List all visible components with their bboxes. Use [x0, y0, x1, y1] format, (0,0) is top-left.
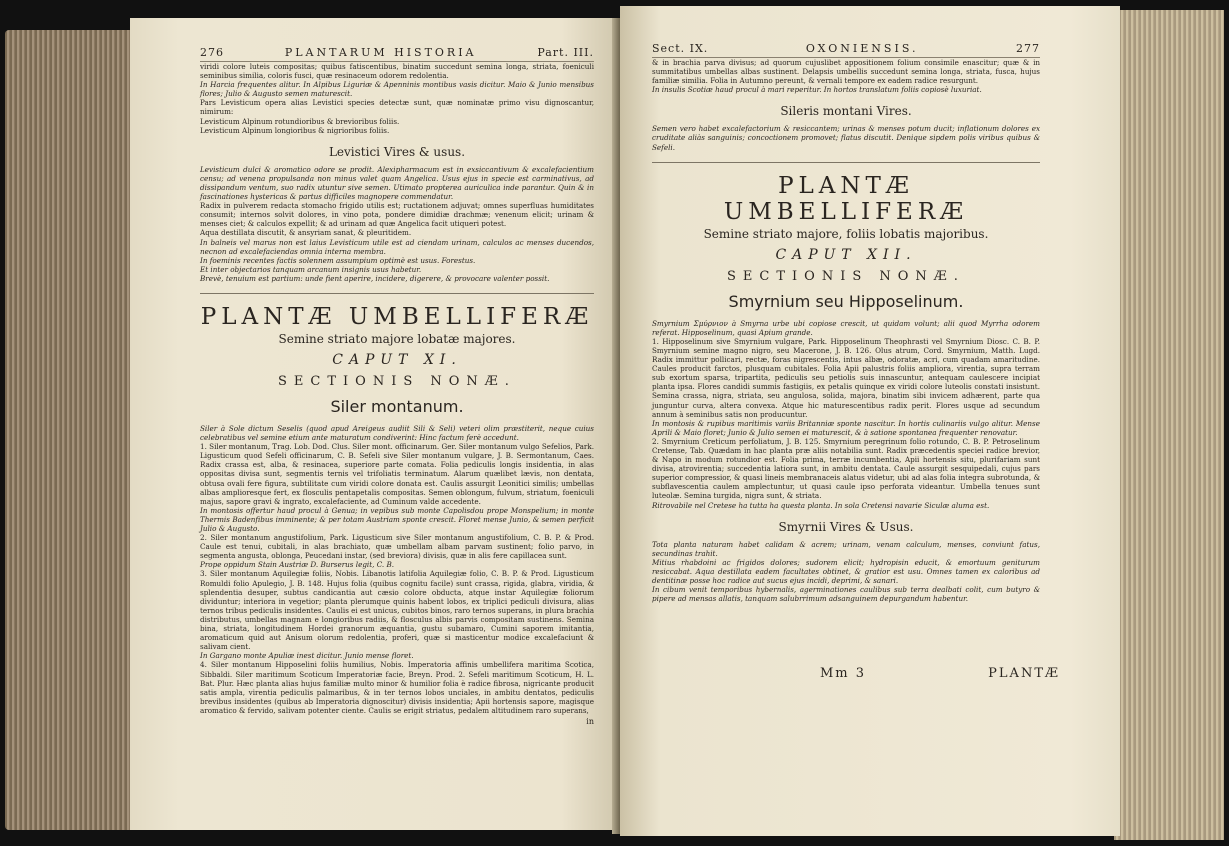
- right-chapter-heading: PLANTÆ UMBELLIFERÆ: [723, 172, 969, 225]
- smyrnii-vires-para: In cibum venit temporibus hybernalis, agerminationes caulibus sub terra dealbati colit, cum butyro & pipere ad mensas allatis, tanquam salubrrimum adsanguinem depurgandum habentur.: [652, 585, 1040, 604]
- left-intro-para: Pars Levisticum opera alias Levistici species detectæ sunt, quæ nominatæ primo visu dignoscantur, nimirum:: [200, 98, 594, 117]
- plant-para: 3. Siler montanum Aquilegiæ foliis, Nobis. Libanotis latifolia Aquilegiæ folio, C. B. P. & Prod. Ligusticum Romuldi folio Apulegio, J. B. 148. Hujus folia (quibus cognitu facile) sunt crassa, rigida, glabra, viridia, & splendentia desuper, subtus candicantia aut cæsio colore obducta, atque instar Aquilegiæ foliorum dividuntur; interiora in vegetior; planta plerumque quinis habent lobos, ex triplici pediculi divisura, alias ternos tribus pediculis insidentes. Caulis ei est unicus, cubitos binos, raro ternos superans, in plura brachia distributus, umbellas magnam e longioribus radiis, & flosculus albis parvis compositam sustinens. Semina bina, striata, longitudinem Hordei granorum æquantia, gustu subamaro, Cumini saporem imitantia, aromaticum quid aut Anisum olorum redolentia, proferi, quæ si masticentur modice excalefaciunt & salivam cient.: [200, 569, 594, 652]
- siler-title: Siler montanum.: [330, 396, 464, 416]
- divider-rule: [652, 162, 1040, 163]
- left-caput: CAPUT XI.: [332, 351, 462, 368]
- plant-para: 4. Siler montanum Hipposelini foliis humilius, Nobis. Imperatoria affinis umbellifera maritima Scotica, Sibbaldi. Siler maritimum Scoticum Imperatoriæ facie, Breyn. Prod. 2. Sefeli maritimum Scoticum, H. L. Bat. Plur. Hæc planta alias hujus familiæ multo minor & humilior folia è radice fibrosa, nigricante producit satis ampla, virentia pediculis palmaribus, & in ter ternos lobos unciales, in ambitu dentatos, pediculis brevibus insidentes (quibus ab Imperatoria dignoscitur) divisis insidentia; Apii hortensis sapore, magisque aromatico & fervido, salivam potenter ciente. Caulis se erigit striatus, pedalem altitudinem raro superans,: [200, 660, 594, 715]
- smyrnium-para: 1. Hipposelinum sive Smyrnium vulgare, Park. Hipposelinum Theophrasti vel Smyrnium Diosc. C. B. P. Smyrnium semine magno nigro, seu Macerone, J. B. 126. Olus atrum, Cord. Smyrnium, Matth. Lugd. Radix immittur pollicari, rectæ, foras nigrescentis, intus albæ, odoratæ, acri, cum quadam amaritudine. Caules producit farctos, plusquam cubitales. Folia Apii palustris foliis ampliora, virentia, supra terram sub exortum sparsa, tripartita, pediculis seu petiolis suis innascuntur, antequam caulescere incipiat planta ipsa. Flores candidi summis fastigiis, ex petalis quinque ex viridi colore luteolis constati insistunt. Semina crassa, nigra, striata, seu angulosa, solida, majora, binatim sibi invicem adhærent, parte qua junguntur curva, altera convexa. Atque hic maturescentibus radix perit. Flores usque ad secundum annum à seminibus satis non producuntur.: [652, 336, 1040, 419]
- plant-para: In Gargano monte Apuliæ inest dicitur. Junio mense floret.: [200, 651, 414, 661]
- left-chapter-heading: PLANTÆ UMBELLIFERÆ: [200, 303, 594, 330]
- left-page-edges: [5, 30, 135, 830]
- plant-para: In montosis offertur haud procul à Genua; in vepibus sub monte Capolisdou prope Monspelium; in monte Thermis Badenfibus imminente; & per totam Austriam sponte crescit. Floret mense Junio, & semen perficit Julio & Augusto.: [200, 505, 594, 533]
- left-intro-para: Levisticum Alpinum longioribus & nigrioribus foliis.: [200, 125, 390, 135]
- left-running-head: [200, 46, 594, 62]
- vires-para: Brevè, tenuium est partium: unde fient aperire, incidere, digerere, & provocare valenter possit.: [200, 273, 550, 283]
- smyrnii-vires-para: Tota planta naturam habet calidam & acrem; urinam, venam calculum, menses, conviunt fatus, secundinas trahit.: [652, 539, 1040, 558]
- part-label: Part. III.: [537, 46, 594, 59]
- left-running-title: PLANTARUM HISTORIA: [284, 46, 477, 59]
- smyrnii-vires-para: Mitius rhabdoini ac frigidos dolores; sudorem elicit; hydropisin educit, & emortuum geniturum resiccabat. Aqua destillata eadem facultates obtinet, & gratior est usu. Omnes tamen ex caloribus ad dentitinæ posse hoc radice aut sucus ejus incidi, deprimi, & sanari.: [652, 557, 1040, 585]
- signature-mark: Mm 3: [820, 666, 867, 681]
- smyrnium-para: 2. Smyrnium Creticum perfoliatum, J. B. 125. Smyrnium peregrinum folio rotundo, C. B. P. Petroselinum Cretense, Tab. Quædam in hac planta præ aliis notabilia sunt. Radix præcedentis speciei radice brevior, & Napo in modum rotundior est. Folia prima, terræ incumbentia, Apii hortensis situ, plurifariam sunt divisa, atrovirentia; succedentia latiora sunt, in ambitu dentata. Caule assurgit sesquipedali, cujus pars superior compressior, & quasi lineis membranaceis alatus videtur, ubi ad alas folia integra subrotunda, & subflavescentia caulem amplectuntur, ut quasi caule ipso perforata videantur. Umbella tenues sunt luteolæ. Semina turgida, nigra sunt, & striata.: [652, 436, 1040, 501]
- smyrnium-para: Ritrovabile nel Cretese ha tutta ha questa planta. In sola Cretensi navarie Siculæ aluma est.: [652, 500, 990, 510]
- vires-para: Aqua destillata discutit, & ansyriam sanat, & pleuritidem.: [200, 228, 412, 238]
- left-intro-para: In Harcia frequentes alitur. In Alpibus Liguriæ & Apenninis montibus vasis dicitur. Maio & Junio mensibus flores; Julio & Augusto semen maturescit.: [200, 80, 594, 99]
- vires-para: Et inter objectarios tanquam arcanum insignis usus habetur.: [200, 264, 422, 274]
- smyrnium-title: Smyrnium seu Hipposelinum.: [728, 291, 964, 311]
- smyrnii-vires-heading: Smyrnii Vires & Usus.: [778, 519, 914, 534]
- left-catchword: in: [586, 716, 594, 726]
- sileris-vires-para: Semen vero habet excalefactorium & resiccantem; urinas & menses potum ducit; inflationum dolores ex cruditate aliàs sanguinis; concoctionem promovet; flatus discutit. Denique sipdem polis viribus quibus & Sefeli.: [652, 124, 1040, 152]
- left-sectionis: SECTIONIS NONÆ.: [278, 373, 516, 389]
- levistici-vires-heading: Levistici Vires & usus.: [328, 144, 466, 159]
- left-intro-para: viridi colore luteis compositas; quibus fatiscentibus, binatim succedunt semina longa, striata, foeniculi seminibus similia, coloris fusci, quæ resinaceum odorem redolentia.: [200, 62, 594, 81]
- plant-para: Siler à Sole dictum Seselis (quod apud Areigeus audiit Sili & Seli) veteri olim præstiterit, neque cuius celebratibus vel semine etium ante maturatum condiverint: Hinc factum ferè accedunt.: [200, 423, 594, 443]
- vires-para: In balneis vel marus non est laius Levisticum utile est ad ciendam urinam, calculos ac menses ducendos, necnon ad excalefaciendas omnia interna membra.: [200, 237, 594, 256]
- sileris-vires-heading: Sileris montani Vires.: [780, 104, 912, 119]
- plant-para: 1. Siler montanum, Trag. Lob. Dod. Clus. Siler mont. officinarum. Ger. Siler montanum vulgo Sefelios, Park. Ligusticum quod Sefeli officinarum, C. B. Sefeli sive Siler montanum vulgare, J. B. Sermontanum, Caes. Radix crassa est, alba, & resinacea, superiore parte comata. Folia pediculis longis insidentia, in alas oppositas divisa sunt, segmentis ternis vel trifoliatis terminatum. Alarum quælibet lævis, non dentata, obtusa ovali fere figura, subtilitate cum viridi colore donata est. Caulis assurgit Leonitici similis; umbellas albas amplioresque fert, ex flosculis pentapetalis compositas. Semen oblongum, fulvum, striatum, foeniculi majus, sapore gravi & ingrato, excalefaciente, ad Cuminum valde accedente.: [200, 442, 594, 506]
- smyrnium-para: Smyrnium Σμύρνιον à Smyrna urbe ubi copiose crescit, ut quidam volunt; alii quod Myrrha odorem referat. Hipposelinum, quasi Apium grande.: [652, 318, 1040, 337]
- right-chapter-subtitle: Semine striato majore, foliis lobatis majoribus.: [703, 226, 989, 241]
- section-label: Sect. IX.: [652, 42, 709, 55]
- vires-para: Radix in pulverem redacta stomacho frigido utilis est; ructationem adjuvat; omnes superfluas humiditates consumit; internos solvit dolores, in vino pota, pondere dimidiæ drachmæ; venenum elicit; urinam & menses ciet; & calculos expellit; & ad urinam ad quæ Angelica facit utiqueri potest.: [200, 201, 594, 229]
- right-intro-para: & in brachia parva divisus; ad quorum cujuslibet appositionem folium consimile enascitur; quæ & in summitatibus umbellas albas sustinent. Delapsis umbellis succedunt semina longa, striata, fusca, hujus familiæ similia. Folia in Autumno pereunt, & vernali tempore ex eadem radice resurgunt.: [652, 58, 1040, 86]
- right-sectionis: SECTIONIS NONÆ.: [727, 268, 965, 284]
- right-intro-para: In insulis Scotiæ haud procul à mari reperitur. In hortos translatum foliis copiosè luxuriat.: [652, 85, 982, 95]
- right-catchword: PLANTÆ: [988, 666, 1060, 681]
- left-page-number: 276: [200, 46, 224, 59]
- vires-para: Levisticum dulci & aromatico odore se prodit. Alexipharmacum est in exsiccantivum & excalefacientium censu; ad venena propulsanda non minus valet quam Angelica. Usus ejus in specie est carminativus, ad dissipandum ventum, suo radix utuntur sive semen. Utimato propterea auriculica inde parantur. Quin & in fascinationes hystericas & partus difficiles magnopere commendatur.: [200, 164, 594, 202]
- right-running-title: OXONIENSIS.: [805, 42, 919, 55]
- right-page-footer: [820, 666, 1060, 681]
- right-page-edges: [1114, 10, 1224, 840]
- right-caput: CAPUT XII.: [775, 246, 917, 263]
- vires-para: In foeminis recentes factis solennem assumpium optimè est usus. Forestus.: [200, 255, 476, 265]
- left-page: [130, 18, 620, 830]
- divider-rule: [200, 293, 594, 294]
- plant-para: 2. Siler montanum angustifolium, Park. Ligusticum sive Siler montanum angustifolium, C. B. P. & Prod. Caule est tenui, cubitali, in alas brachiato, quæ umbellam albam parvam sustinent; folio parvo, in segmenta angusta, oblonga, Peucedani instar, (sed breviora) divisis, quæ in alis fere capillacea sunt.: [200, 533, 594, 561]
- left-chapter-subtitle: Semine striato majore lobatæ majores.: [278, 331, 516, 346]
- right-page: [620, 6, 1120, 836]
- plant-para: Prope oppidum Stain Austriæ D. Burserus legit, C. B.: [200, 560, 395, 570]
- left-intro-para: Levisticum Alpinum rotundioribus & brevioribus foliis.: [200, 116, 400, 126]
- right-running-head: [652, 42, 1040, 58]
- right-page-number: 277: [1016, 42, 1040, 55]
- smyrnium-para: In montosis & rupibus maritimis variis Britanniæ sponte nascitur. In hortis culinariis vulgo alitur. Mense Aprili & Maio floret; Junio & Julio semen ei maturescit, & à satione spontanea frequenter renovatur.: [652, 418, 1040, 437]
